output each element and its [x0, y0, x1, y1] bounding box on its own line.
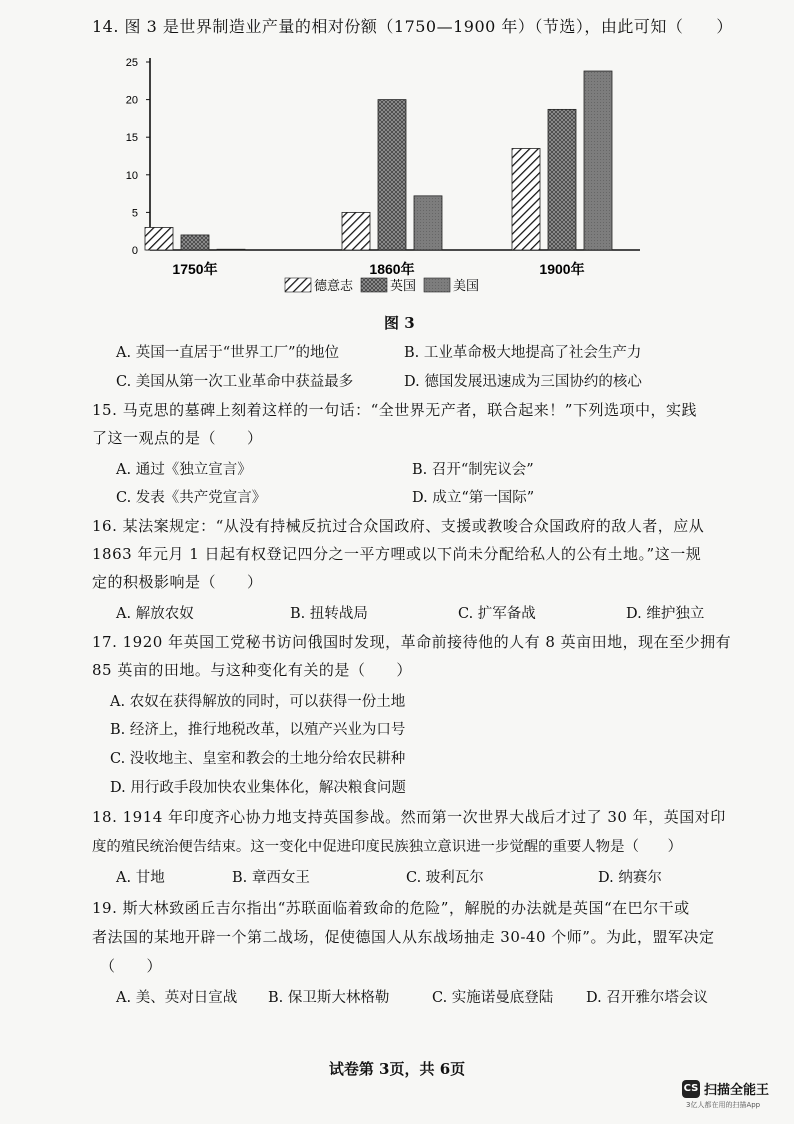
q17-stem-line1: 17. 1920 年英国工党秘书访问俄国时发现，革命前接待他的人有 8 英亩田地，现在至少拥有: [92, 633, 732, 651]
q19-option-c[interactable]: C. 实施诺曼底登陆: [432, 990, 554, 1006]
q15-option-b[interactable]: B. 召开“制宪议会”: [412, 462, 534, 478]
q14-option-a[interactable]: A. 英国一直居于“世界工厂”的地位: [116, 345, 340, 361]
bar-德意志: [342, 212, 370, 250]
q19-option-d[interactable]: D. 召开雅尔塔会议: [586, 990, 708, 1006]
watermark-sub: 3亿人都在用的扫描App: [686, 1101, 761, 1109]
q16-option-a[interactable]: A. 解放农奴: [116, 606, 194, 622]
q18-option-a[interactable]: A. 甘地: [116, 870, 165, 886]
x-tick-label: 1900年: [539, 261, 585, 277]
y-tick-label: 15: [125, 132, 138, 145]
q15-option-d[interactable]: D. 成立“第一国际”: [412, 490, 535, 506]
cs-logo-icon: CS: [682, 1080, 700, 1098]
y-tick-label: 10: [125, 169, 138, 182]
q14-option-c[interactable]: C. 美国从第一次工业革命中获益最多: [116, 374, 354, 390]
bar-美国: [584, 71, 612, 250]
q16-stem-line1: 16. 某法案规定：“从没有持械反抗过合众国政府、支援或教唆合众国政府的敌人者，应从: [92, 517, 705, 535]
legend-label: 美国: [453, 279, 480, 294]
bar-美国: [217, 249, 245, 250]
q19-stem-line1: 19. 斯大林致函丘吉尔指出“苏联面临着致命的危险”，解脱的办法就是英国“在巴尔干或: [92, 899, 690, 917]
q16-option-b[interactable]: B. 扭转战局: [290, 606, 368, 622]
legend-swatch: [285, 278, 311, 292]
q18-stem-line2: 度的殖民统治便告结束。这一变化中促进印度民族独立意识进一步觉醒的重要人物是（ ）: [92, 839, 683, 855]
q15-option-c[interactable]: C. 发表《共产党宣言》: [116, 490, 267, 506]
q18-option-b[interactable]: B. 章西女王: [232, 870, 310, 886]
figure-caption: 图 3: [384, 314, 415, 332]
bar-英国: [181, 235, 209, 250]
y-tick-label: 20: [125, 94, 138, 107]
q17-option-a[interactable]: A. 农奴在获得解放的同时，可以获得一份土地: [110, 694, 406, 710]
page-number: 试卷第 3页，共 6页: [328, 1060, 466, 1078]
q16-option-c[interactable]: C. 扩军备战: [458, 606, 536, 622]
bar-英国: [548, 109, 576, 250]
legend-swatch: [361, 278, 387, 292]
q18-option-c[interactable]: C. 玻利瓦尔: [406, 870, 484, 886]
chart-svg: [110, 50, 670, 310]
q15-stem-line2: 了这一观点的是（ ）: [92, 429, 263, 447]
bar-英国: [378, 100, 406, 250]
q15-stem-line1: 15. 马克思的墓碑上刻着这样的一句话：“全世界无产者，联合起来！”下列选项中，实践: [92, 401, 697, 419]
q17-option-d[interactable]: D. 用行政手段加快农业集体化，解决粮食问题: [110, 780, 406, 796]
q17-option-b[interactable]: B. 经济上，推行地税改革，以殖产兴业为口号: [110, 722, 406, 738]
q19-stem-line2: 者法国的某地开辟一个第二战场，促使德国人从东战场抽走 30-40 个师”。为此，盟军决定: [92, 928, 715, 946]
bar-德意志: [145, 227, 173, 250]
q17-stem-line2: 85 英亩的田地。与这种变化有关的是（ ）: [92, 661, 412, 679]
q16-stem-line3: 定的积极影响是（ ）: [92, 573, 263, 591]
q19-stem-line3: （ ）: [100, 957, 163, 975]
bar-美国: [414, 196, 442, 250]
scanner-watermark: [682, 1079, 769, 1098]
q16-stem-line2: 1863 年元月 1 日起有权登记四分之一平方哩或以下尚未分配给私人的公有土地。”这一规: [92, 545, 702, 563]
legend-label: 德意志: [314, 279, 354, 294]
q15-option-a[interactable]: A. 通过《独立宣言》: [116, 462, 252, 478]
q18-option-d[interactable]: D. 纳赛尔: [598, 870, 662, 886]
q19-option-b[interactable]: B. 保卫斯大林格勒: [268, 990, 390, 1006]
watermark-name: 扫描全能王: [704, 1083, 770, 1098]
q16-option-d[interactable]: D. 维护独立: [626, 606, 705, 622]
q19-option-a[interactable]: A. 美、英对日宣战: [116, 990, 238, 1006]
x-tick-label: 1750年: [172, 261, 218, 277]
q18-stem-line1: 18. 1914 年印度齐心协力地支持英国参战。然而第一次世界大战后才过了 30 年，英国对印: [92, 808, 726, 826]
x-tick-label: 1860年: [369, 261, 415, 277]
y-tick-label: 0: [131, 245, 138, 257]
q17-option-c[interactable]: C. 没收地主、皇室和教会的土地分给农民耕种: [110, 751, 406, 767]
y-tick-label: 25: [125, 57, 138, 69]
q14-option-b[interactable]: B. 工业革命极大地提高了社会生产力: [404, 345, 642, 361]
manufacturing-share-chart: [110, 50, 670, 310]
q14-option-d[interactable]: D. 德国发展迅速成为三国协约的核心: [404, 374, 642, 390]
legend-label: 英国: [390, 279, 417, 294]
bar-德意志: [512, 148, 540, 250]
y-tick-label: 5: [131, 207, 138, 220]
q14-stem: 14. 图 3 是世界制造业产量的相对份额（1750—1900 年）（节选），由此可知（ ）: [92, 17, 733, 36]
legend-swatch: [424, 278, 450, 292]
